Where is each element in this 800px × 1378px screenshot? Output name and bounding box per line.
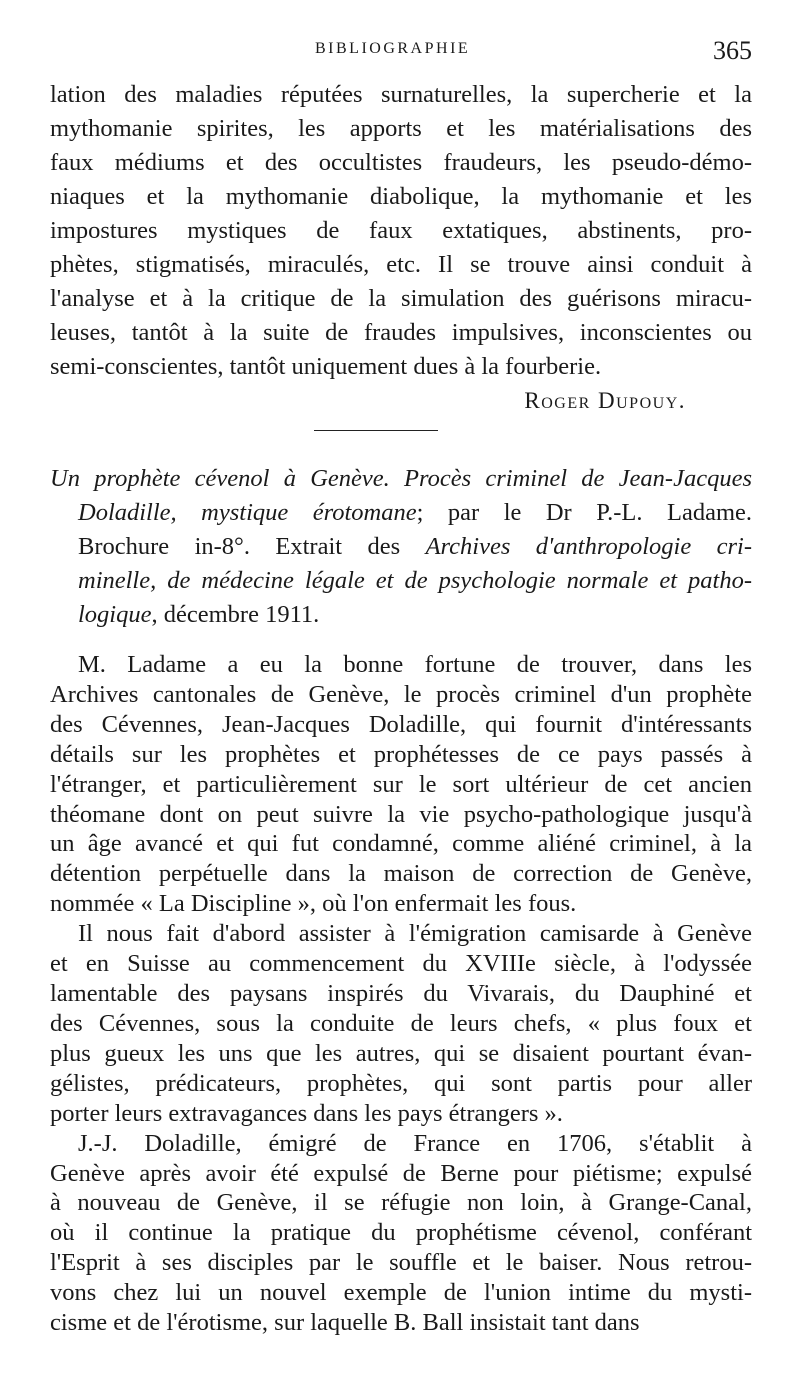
body-line-22: vons chez lui un nouvel exemple de l'union intime du mysti- (50, 1279, 752, 1307)
body-line-13: des Cévennes, sous la conduite de leurs chefs, « plus foux et (50, 1009, 752, 1037)
page-header (50, 30, 752, 70)
review1-line-9: semi-conscientes, tantôt uniquement dues à la fourberie. (50, 353, 602, 380)
page-number: 365 (713, 36, 752, 65)
citation-line-3 (50, 530, 752, 564)
body-line-20: où il continue la pratique du prophétisme cévenol, conférant (50, 1219, 752, 1247)
body-line-15: gélistes, prédicateurs, prophètes, qui sont partis pour aller (50, 1069, 752, 1097)
review1-line-5: impostures mystiques de faux extatiques, abstinents, pro- (50, 217, 752, 244)
citation-journal-part3: logique (78, 601, 152, 628)
citation-line-1 (50, 462, 752, 496)
body-line-7: un âge avancé et qui fut condamné, comme aliéné criminel, à la (50, 830, 752, 858)
running-head: BIBLIOGRAPHIE (315, 40, 471, 57)
review1-line-6: phètes, stigmatisés, miraculés, etc. Il se trouve ainsi conduit à (50, 251, 752, 278)
body-line-18: Genève après avoir été expulsé de Berne pour piétisme; expulsé (50, 1159, 752, 1187)
body-line-16: porter leurs extravagances dans les pays étrangers ». (50, 1099, 563, 1127)
citation-journal-part2: minelle, de médecine légale et de psychologie normale et patho- (78, 567, 752, 594)
review1-line-2: mythomanie spirites, les apports et les matérialisations des (50, 115, 752, 142)
review1-line-8: leuses, tantôt à la suite de fraudes impulsives, inconscientes ou (50, 319, 752, 346)
body-line-9: nommée « La Discipline », où l'on enfermait les fous. (50, 890, 577, 918)
review1-line-1: lation des maladies réputées surnaturelles, la supercherie et la (50, 81, 752, 108)
body-line-12: lamentable des paysans inspirés du Vivarais, du Dauphiné et (50, 980, 752, 1008)
body-line-4: détails sur les prophètes et prophétesses de ce pays passés à (50, 740, 752, 768)
body-line-14: plus gueux les uns que les autres, qui se disaient pourtant évan- (50, 1039, 752, 1067)
body-line-23: cisme et de l'érotisme, sur laquelle B. Ball insistait tant dans (50, 1309, 640, 1337)
review1-line-4: niaques et la mythomanie diabolique, la mythomanie et les (50, 183, 752, 210)
body-line-21: l'Esprit à ses disciples par le souffle et le baiser. Nous retrou- (50, 1249, 752, 1277)
citation-title: Un prophète cévenol à Genève. Procès criminel de Jean-Jacques (50, 465, 752, 492)
body-line-17: J.-J. Doladille, émigré de France en 1706, s'établit à (78, 1129, 752, 1157)
citation-author: ; par le Dr P.-L. Ladame. (416, 499, 752, 526)
citation-format: Brochure in-8°. Extrait des (78, 533, 426, 560)
citation-line-5 (50, 598, 752, 632)
citation-line-2 (50, 496, 752, 530)
review1-line-3: faux médiums et des occultistes fraudeurs, les pseudo-démo- (50, 149, 752, 176)
body-line-10: Il nous fait d'abord assister à l'émigration camisarde à Genève (78, 920, 752, 948)
body-line-8: détention perpétuelle dans la maison de correction de Genève, (50, 860, 752, 888)
body-line-2: Archives cantonales de Genève, le procès criminel d'un prophète (50, 680, 752, 708)
section-rule (314, 430, 438, 431)
review1-line-7: l'analyse et à la critique de la simulation des guérisons miracu- (50, 285, 752, 312)
body-line-5: l'étranger, et particulièrement sur le sort ultérieur de cet ancien (50, 770, 752, 798)
citation-date: , décembre 1911. (151, 601, 320, 628)
citation-subtitle: Doladille, mystique érotomane (78, 499, 417, 526)
body-line-19: à nouveau de Genève, il se réfugie non loin, à Grange-Canal, (50, 1189, 752, 1217)
citation-journal-part1: Archives d'anthropologie cri- (425, 533, 752, 560)
body-line-1: M. Ladame a eu la bonne fortune de trouver, dans les (78, 651, 752, 678)
citation-line-4 (50, 564, 752, 598)
body-line-11: et en Suisse au commencement du XVIIIe siècle, à l'odyssée (50, 950, 752, 978)
review1-signature: Roger Dupouy. (524, 388, 686, 413)
body-line-3: des Cévennes, Jean-Jacques Doladille, qui fournit d'intéressants (50, 710, 752, 738)
body-line-6: théomane dont on peut suivre la vie psycho-pathologique jusqu'à (50, 800, 752, 828)
